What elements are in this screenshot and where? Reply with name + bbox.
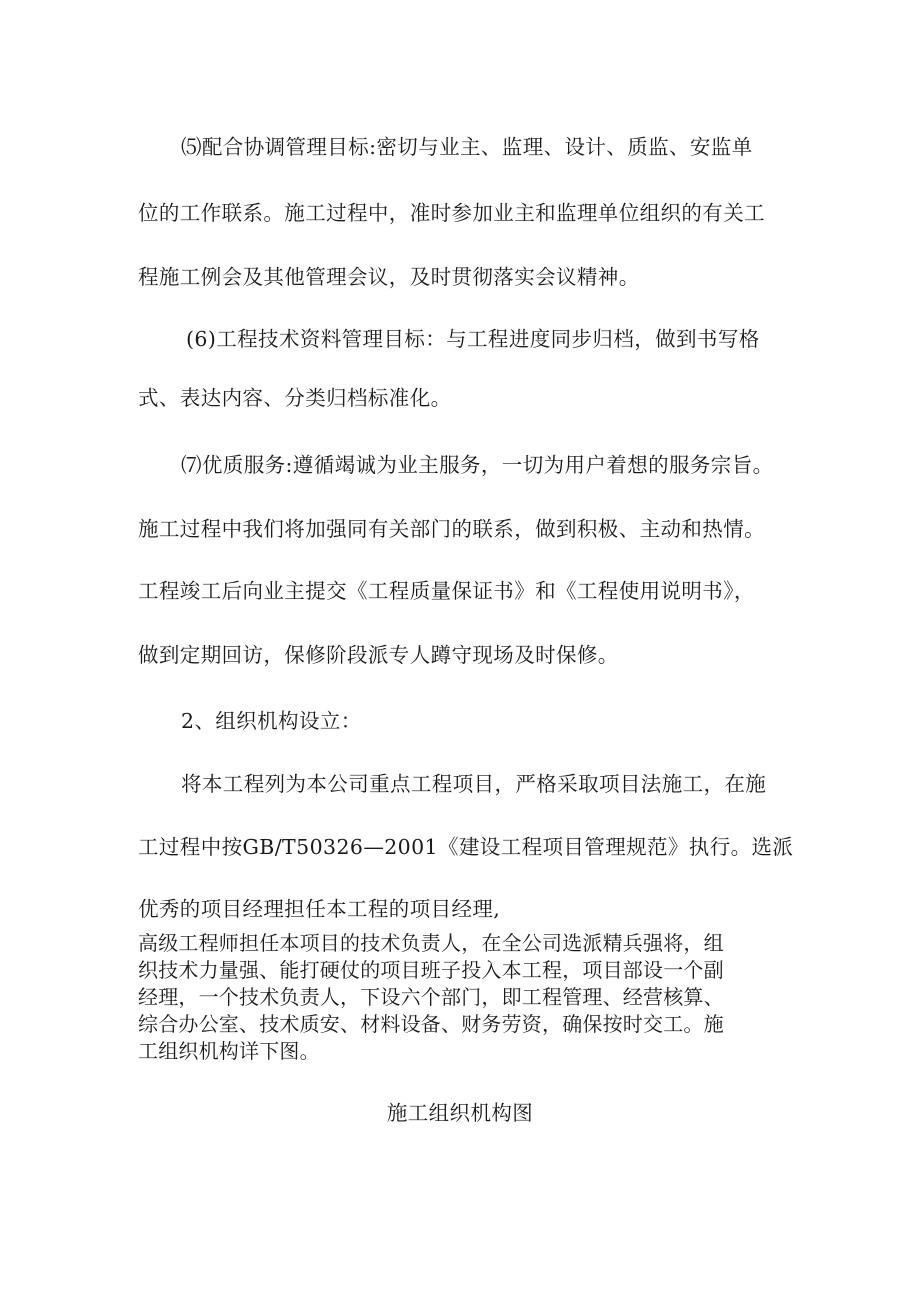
paragraph-9-line-1: 高级工程师担任本项目的技术负责人，在全公司选派精兵强将，组 bbox=[138, 931, 724, 955]
section-heading: 2、组织机构设立： bbox=[181, 709, 362, 733]
paragraph-7-line-4: 做到定期回访，保修阶段派专人蹲守现场及时保修。 bbox=[138, 643, 619, 667]
paragraph-6-line-1: (6)工程技术资料管理目标：与工程进度同步归档，做到书写格 bbox=[186, 327, 760, 351]
paragraph-8-line-1: 将本工程列为本公司重点工程项目，严格采取项目法施工，在施 bbox=[181, 772, 767, 796]
paragraph-6-line-2: 式、表达内容、分类归档标准化。 bbox=[138, 386, 452, 410]
paragraph-5-line-2: 位的工作联系。施工过程中，准时参加业主和监理单位组织的有关工 bbox=[138, 201, 765, 225]
paragraph-7-line-1: ⑺优质服务:遵循竭诚为业主服务，一切为用户着想的服务宗旨。 bbox=[181, 453, 774, 477]
paragraph-7-line-3: 工程竣工后向业主提交《工程质量保证书》和《工程使用说明书》， bbox=[138, 579, 755, 603]
paragraph-9-line-5: 工组织机构详下图。 bbox=[138, 1039, 320, 1063]
paragraph-5-line-1: ⑸配合协调管理目标:密切与业主、监理、设计、质监、安监单 bbox=[181, 135, 753, 159]
figure-caption: 施工组织机构图 bbox=[386, 1101, 534, 1125]
paragraph-9-line-3: 经理，一个技术负责人，下设六个部门，即工程管理、经营核算、 bbox=[138, 985, 724, 1009]
paragraph-8-line-3: 优秀的项目经理担任本工程的项目经理, bbox=[138, 897, 501, 921]
paragraph-9-line-4: 综合办公室、技术质安、材料设备、财务劳资，确保按时交工。施 bbox=[138, 1012, 724, 1036]
paragraph-9-line-2: 织技术力量强、能打硬仗的项目班子投入本工程，项目部设一个副 bbox=[138, 958, 724, 982]
paragraph-8-line-2: 工过程中按GB/T50326—2001《建设工程项目管理规范》执行。选派 bbox=[138, 835, 794, 859]
paragraph-7-line-2: 施工过程中我们将加强同有关部门的联系，做到积极、主动和热情。 bbox=[138, 517, 765, 541]
paragraph-5-line-3: 程施工例会及其他管理会议，及时贯彻落实会议精神。 bbox=[138, 265, 640, 289]
